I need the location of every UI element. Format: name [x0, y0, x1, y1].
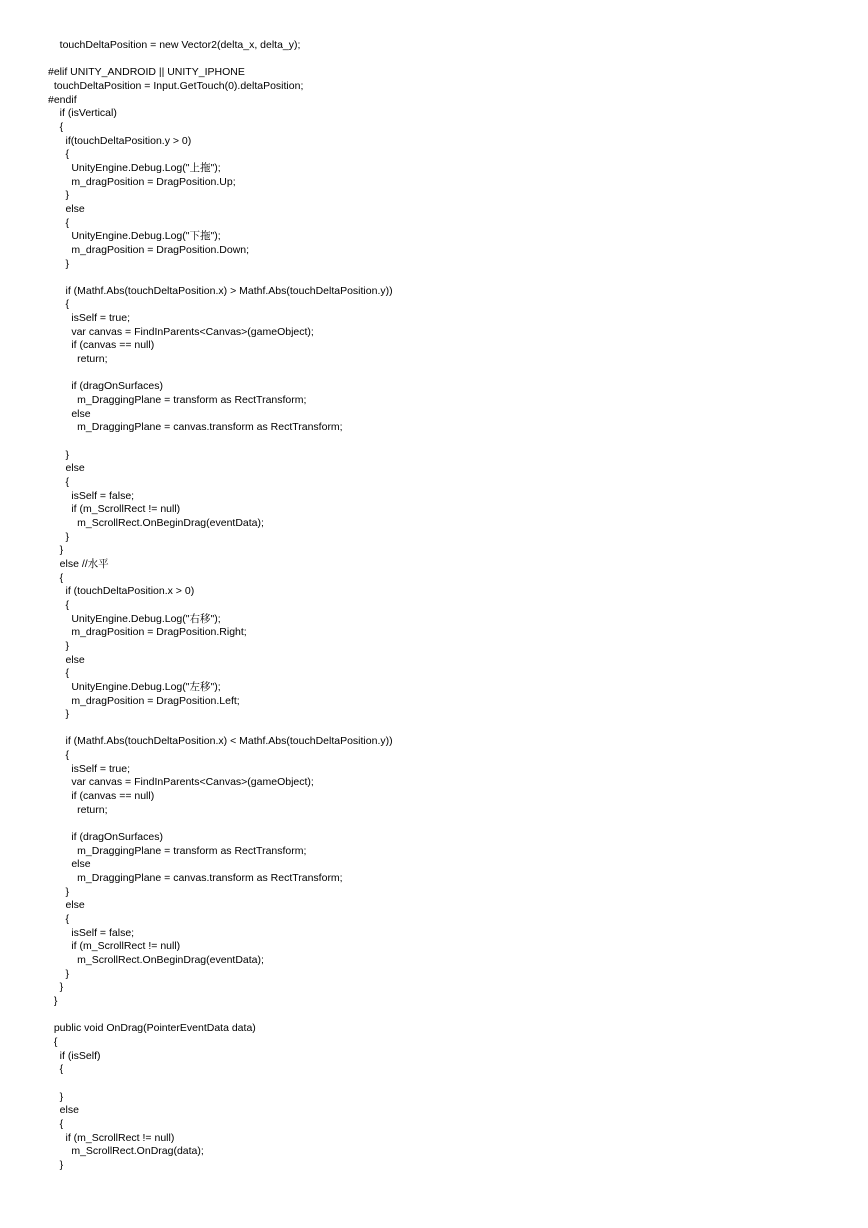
code-line: if (touchDeltaPosition.x > 0) [48, 585, 195, 598]
code-line: { [48, 749, 70, 762]
code-line: var canvas = FindInParents<Canvas>(gameObject); [48, 776, 314, 789]
code-line: m_DraggingPlane = canvas.transform as RectTransform; [48, 872, 343, 885]
code-line: else //水平 [48, 557, 109, 570]
code-line: m_ScrollRect.OnBeginDrag(eventData); [48, 953, 264, 966]
code-line: return; [48, 353, 108, 366]
code-line: var canvas = FindInParents<Canvas>(gameObject); [48, 325, 314, 338]
code-line: { [48, 1035, 58, 1048]
code-line [48, 722, 848, 736]
code-line: return; [48, 803, 108, 816]
code-line: { [48, 598, 70, 611]
code-line: else [48, 1104, 79, 1117]
code-line: { [48, 667, 70, 680]
code-line: if (isVertical) [48, 107, 117, 120]
code-line: } [48, 708, 70, 721]
code-line [48, 53, 848, 67]
code-line: { [48, 120, 64, 133]
code-line [48, 817, 848, 831]
code-line: } [48, 994, 58, 1007]
code-line [48, 1077, 848, 1091]
code-line: } [48, 981, 64, 994]
code-line: } [48, 885, 70, 898]
code-line: if (canvas == null) [48, 790, 155, 803]
code-line: { [48, 216, 70, 229]
code-line: isSelf = true; [48, 312, 130, 325]
code-line: { [48, 1117, 64, 1130]
code-line: touchDeltaPosition = Input.GetTouch(0).deltaPosition; [48, 79, 304, 92]
code-line: { [48, 1063, 64, 1076]
code-line [48, 271, 848, 285]
code-line: isSelf = false; [48, 926, 135, 939]
code-line: m_dragPosition = DragPosition.Down; [48, 243, 250, 256]
code-line: UnityEngine.Debug.Log("下拖"); [48, 230, 221, 243]
code-line: UnityEngine.Debug.Log("右移"); [48, 612, 221, 625]
code-line: } [48, 1090, 64, 1103]
code-line: { [48, 913, 70, 925]
code-line: if (isSelf) [48, 1049, 101, 1062]
code-line [48, 435, 848, 449]
code-line: else [48, 858, 91, 871]
code-line: touchDeltaPosition = new Vector2(delta_x, delta_y); [48, 39, 301, 51]
code-line: isSelf = true; [48, 762, 130, 775]
code-line: { [48, 148, 70, 161]
code-line: m_DraggingPlane = canvas.transform as RectTransform; [48, 421, 343, 434]
code-line: public void OnDrag(PointerEventData data) [48, 1022, 256, 1035]
code-line: if (dragOnSurfaces) [48, 831, 163, 844]
code-line: if (m_ScrollRect != null) [48, 940, 181, 953]
code-line: if (Mathf.Abs(touchDeltaPosition.x) < Mathf.Abs(touchDeltaPosition.y)) [48, 735, 393, 748]
code-line: else [48, 899, 85, 912]
code-line: m_dragPosition = DragPosition.Right; [48, 626, 247, 639]
code-line: isSelf = false; [48, 489, 135, 502]
code-line: } [48, 544, 64, 557]
code-line: } [48, 967, 70, 980]
code-line: } [48, 639, 70, 652]
code-line: { [48, 298, 70, 311]
code-line: if (m_ScrollRect != null) [48, 503, 181, 516]
code-line: else [48, 407, 91, 420]
code-line: #endif [48, 93, 77, 106]
code-line: if(touchDeltaPosition.y > 0) [48, 134, 192, 147]
code-line: if (m_ScrollRect != null) [48, 1131, 175, 1144]
code-line: m_ScrollRect.OnDrag(data); [48, 1145, 204, 1158]
code-line [48, 1009, 848, 1023]
code-line [48, 367, 848, 381]
code-line: m_DraggingPlane = transform as RectTransform; [48, 394, 307, 407]
code-line: UnityEngine.Debug.Log("上拖"); [48, 161, 221, 174]
code-line: } [48, 530, 70, 543]
code-line: else [48, 653, 85, 666]
code-line: } [48, 448, 70, 461]
code-line: m_DraggingPlane = transform as RectTransform; [48, 844, 307, 857]
code-line: else [48, 462, 85, 475]
code-line: #elif UNITY_ANDROID || UNITY_IPHONE [48, 66, 245, 79]
code-line: } [48, 189, 70, 202]
code-line: } [48, 257, 70, 270]
code-document [48, 39, 848, 1172]
code-line: } [48, 1158, 64, 1171]
code-line: m_dragPosition = DragPosition.Up; [48, 175, 236, 188]
code-line: if (canvas == null) [48, 339, 155, 352]
code-line: { [48, 476, 70, 488]
code-line: m_dragPosition = DragPosition.Left; [48, 694, 240, 707]
code-line: if (dragOnSurfaces) [48, 380, 163, 393]
code-line: { [48, 571, 64, 584]
code-line: m_ScrollRect.OnBeginDrag(eventData); [48, 516, 264, 529]
code-line: if (Mathf.Abs(touchDeltaPosition.x) > Mathf.Abs(touchDeltaPosition.y)) [48, 284, 393, 297]
code-line: UnityEngine.Debug.Log("左移"); [48, 680, 221, 693]
code-line: else [48, 202, 85, 215]
